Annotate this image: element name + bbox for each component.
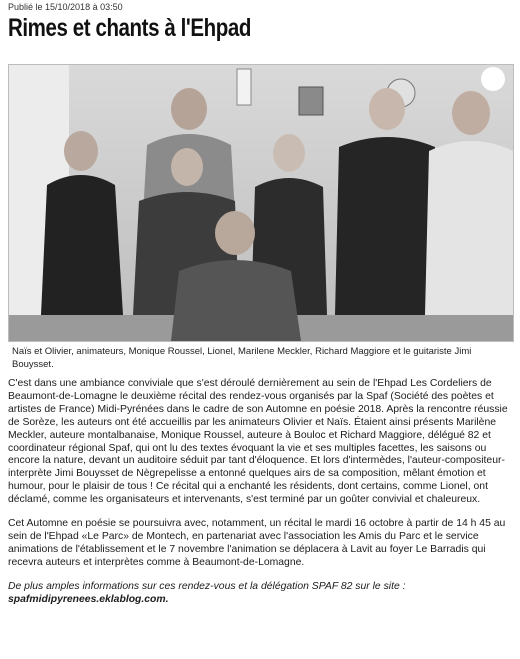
publication-date: Publié le 15/10/2018 à 03:50: [8, 2, 123, 12]
article-paragraph-1: C'est dans une ambiance conviviale que s'est déroulé dernièrement au sein de l'Ehpad Les Cordeliers de Beaumont-de-Lomagne le deuxième récital des rendez-vous organisés par la Spaf (Société des poètes et artistes de France) Midi-Pyrénées dans le cadre de son Automne en poésie 2018. Après la rencontre réussie de Sorèze, les auteurs ont été accueillis par les animateurs Olivier et Naïs. Étaient ainsi présents Marilène Meckler, auteure montalbanaise, Monique Roussel, auteure à Bouloc et Richard Maggiore, délégué 82 et coordinateur régional Spaf, qui ont lu des textes évoquant la vie et ses multiples facettes, les saisons ou encore la nature, devant un auditoire séduit par tant d'éloquence. Et lors d'intermèdes, l'auteur-compositeur-interprète Jimi Bouysset de Nègrepelisse a entonné quelques airs de sa composition, mêlant émotion et humour, pour le plaisir de tous ! Ce récital qui a enchanté les résidents, dont certains, comme Lionel, ont déclamé, comme les organisateurs et intervenants, s'est terminé par un goûter convivial et chaleureux.: [8, 378, 508, 506]
article-paragraph-2: Cet Automne en poésie se poursuivra avec, notamment, un récital le mardi 16 octobre à partir de 14 h 45 au sein de l'Ehpad «Le Parc» de Montech, en partenariat avec l'association les Amis du Parc et le service animations de l'établissement et le 7 novembre l'animation se déplacera à Lavit au foyer Le Barradis qui recevra auteurs et interprètes comme à Beaumont-de-Lomagne.: [8, 518, 506, 568]
article-body: [8, 378, 512, 607]
site-link[interactable]: spafmidipyrenees.eklablog.com.: [8, 593, 169, 605]
group-photo: [8, 64, 514, 342]
more-info-text: De plus amples informations sur ces rendez-vous et la délégation SPAF 82 sur le site :: [8, 580, 406, 592]
more-info: [8, 581, 512, 607]
group-photo-drawing: [9, 65, 513, 341]
photo-caption: Naïs et Olivier, animateurs, Monique Roussel, Lionel, Marilene Meckler, Richard Maggiore et le guitariste Jimi Bouysset.: [12, 346, 472, 370]
headline: Rimes et chants à l'Ehpad: [8, 14, 251, 42]
